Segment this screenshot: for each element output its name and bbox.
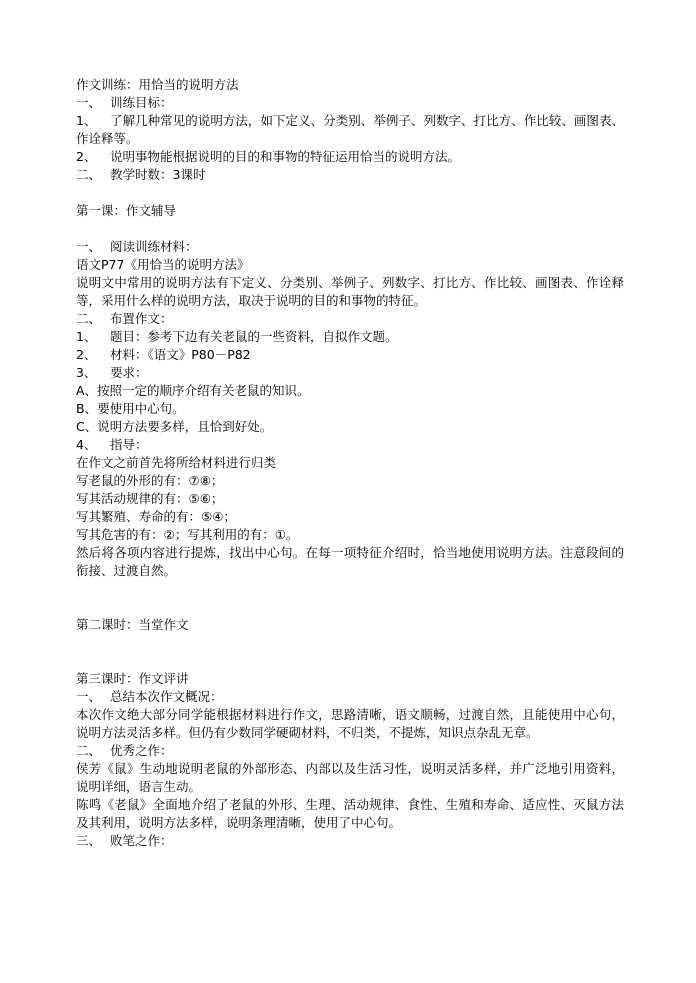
guide-closing: 然后将各项内容进行提炼，找出中心句。在每一项特征介绍时，恰当地使用说明方法。注意段间的衔接、过渡自然。 [76, 545, 624, 578]
guide-line-4: 写其繁殖、寿命的有：⑤④； [76, 509, 236, 524]
section-heading-text: 教学时数：3课时 [110, 167, 206, 182]
lesson-2-title: 第二课时：当堂作文 [76, 617, 189, 632]
item-text: 题目：参考下边有关老鼠的一些资料，自拟作文题。 [110, 329, 398, 344]
requirement-c: C、说明方法要多样，且恰到好处。 [76, 419, 273, 434]
reading-source: 语文P77《用恰当的说明方法》 [76, 257, 250, 272]
section-heading-goals [76, 94, 624, 112]
assignment-item-2 [76, 346, 624, 364]
item-number: 1、 [76, 113, 97, 128]
lesson-1-title: 第一课：作文辅导 [76, 203, 177, 218]
goal-item-1 [76, 112, 624, 148]
section-heading-text: 总结本次作文概况： [110, 689, 223, 704]
item-number: 1、 [76, 329, 97, 344]
lesson-3-heading-excellent [76, 742, 624, 760]
reading-summary: 说明文中常用的说明方法有下定义、分类别、举例子、列数字、打比方、作比较、画图表、作诠释等，采用什么样的说明方法，取决于说明的目的和事物的特征。 [76, 275, 624, 308]
item-text: 材料：《语文》P80－P82 [110, 347, 251, 362]
lesson-3-title: 第三课时：作文评讲 [76, 671, 189, 686]
section-heading-text: 训练目标： [110, 95, 173, 110]
lesson-3-heading-summary [76, 688, 624, 706]
guide-line-2: 写老鼠的外形的有：⑦⑧； [76, 473, 224, 488]
requirement-b: B、要使用中心句。 [76, 401, 185, 416]
section-heading-text: 败笔之作： [110, 833, 173, 848]
item-text: 指导： [110, 437, 148, 452]
item-number: 4、 [76, 437, 97, 452]
lesson-1-heading-assignment [76, 310, 624, 328]
section-number: 一、 [76, 239, 102, 254]
section-heading-hours [76, 166, 624, 184]
item-number: 3、 [76, 365, 97, 380]
item-text: 说明事物能根据说明的目的和事物的特征运用恰当的说明方法。 [110, 149, 461, 164]
goal-item-2 [76, 148, 624, 166]
assignment-item-4 [76, 436, 624, 454]
assignment-item-1 [76, 328, 624, 346]
guide-line-1: 在作文之前首先将所给材料进行归类 [76, 455, 277, 470]
section-number: 三、 [76, 833, 102, 848]
document-title: 作文训练：用恰当的说明方法 [76, 77, 239, 92]
item-number: 2、 [76, 347, 97, 362]
section-number: 二、 [76, 743, 102, 758]
item-number: 2、 [76, 149, 97, 164]
summary-text: 本次作文绝大部分同学能根据材料进行作文，思路清晰，语文顺畅，过渡自然，且能使用中心句，说明方法灵活多样。但仍有少数同学硬砌材料，不归类，不提炼，知识点杂乱无章。 [76, 707, 624, 740]
item-text: 了解几种常见的说明方法，如下定义、分类别、举例子、列数字、打比方、作比较、画图表、作诠释等。 [76, 113, 624, 146]
item-text: 要求： [110, 365, 148, 380]
guide-line-3: 写其活动规律的有：⑤⑥； [76, 491, 224, 506]
lesson-3-heading-weak [76, 832, 624, 850]
section-number: 二、 [76, 311, 102, 326]
requirement-a: A、按照一定的顺序介绍有关老鼠的知识。 [76, 383, 310, 398]
section-heading-text: 布置作文： [110, 311, 173, 326]
guide-line-5: 写其危害的有：②；写其利用的有：①。 [76, 527, 299, 542]
section-heading-text: 阅读训练材料： [110, 239, 198, 254]
excellent-item-1: 侯芳《鼠》生动地说明老鼠的外部形态、内部以及生活习性，说明灵活多样，并广泛地引用资料，说明详细，语言生动。 [76, 761, 624, 794]
section-number: 二、 [76, 167, 102, 182]
excellent-item-2: 陈鸣《老鼠》全面地介绍了老鼠的外形、生理、活动规律、食性、生殖和寿命、适应性、灭鼠方法及其利用，说明方法多样，说明条理清晰，使用了中心句。 [76, 797, 624, 830]
lesson-1-heading-reading [76, 238, 624, 256]
assignment-item-3 [76, 364, 624, 382]
section-number: 一、 [76, 689, 102, 704]
document-page [76, 76, 624, 850]
section-number: 一、 [76, 95, 102, 110]
section-heading-text: 优秀之作： [110, 743, 173, 758]
